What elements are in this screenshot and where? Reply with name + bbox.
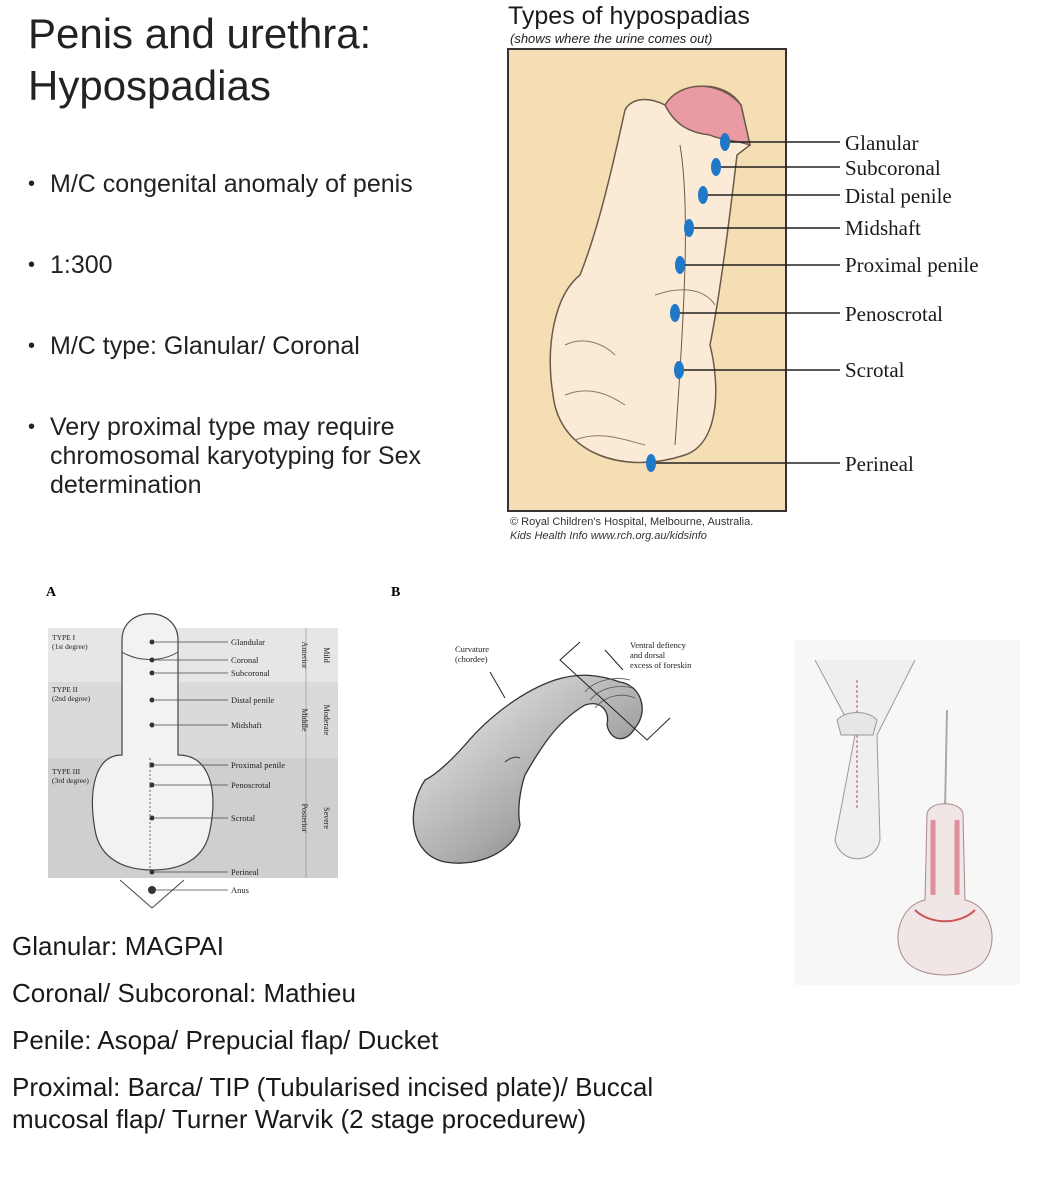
- bullet-item: • Very proximal type may require chromosomal karyotyping for Sex determination: [28, 413, 468, 500]
- label-perineal: Perineal: [845, 452, 914, 476]
- severity-mild: Mild: [322, 647, 331, 663]
- marker-distal-penile: [698, 186, 708, 204]
- label-distal-penile: Distal penile: [845, 184, 952, 208]
- type-2-label: TYPE II: [52, 685, 78, 694]
- ventral-label-1: Ventral defiency: [630, 640, 686, 650]
- title-line-1: Penis and urethra:: [28, 10, 372, 57]
- label-subcoronal: Subcoronal: [231, 668, 270, 678]
- type-1-degree: (1st degree): [52, 642, 88, 651]
- ventral-label-3: excess of foreskin: [630, 660, 692, 670]
- bullet-item: • 1:300: [28, 251, 468, 280]
- marker-glanular: [720, 133, 730, 151]
- figure-a-letter: A: [46, 585, 57, 600]
- note-proximal: Proximal: Barca/ TIP (Tubularised incised plate)/ Buccal mucosal flap/ Turner Warvik (2 stage procedurew): [12, 1072, 654, 1134]
- label-scrotal: Scrotal: [845, 358, 905, 382]
- label-penoscrotal: Penoscrotal: [845, 302, 943, 326]
- bullet-item: • M/C type: Glanular/ Coronal: [28, 332, 468, 361]
- label-proximal-penile: Proximal penile: [845, 253, 979, 277]
- label-glanular: Glanular: [845, 131, 919, 155]
- marker-proximal-penile: [675, 256, 685, 274]
- label-coronal: Coronal: [231, 655, 259, 665]
- curvature-label-2: (chordee): [455, 654, 488, 664]
- curvature-label-1: Curvature: [455, 644, 489, 654]
- type-3-degree: (3rd degree): [52, 776, 89, 785]
- bullet-item: • M/C congenital anomaly of penis: [28, 170, 468, 199]
- label-scrotal: Scrotal: [231, 813, 256, 823]
- severity-moderate: Moderate: [322, 704, 331, 736]
- label-distal-penile: Distal penile: [231, 695, 275, 705]
- marker-subcoronal: [711, 158, 721, 176]
- types-diagram: [505, 45, 1025, 515]
- location-anterior: Anterior: [300, 641, 309, 669]
- figure-b-chordee: [385, 580, 735, 880]
- figure-credit-line-1: © Royal Children’s Hospital, Melbourne, Australia.: [510, 516, 754, 528]
- figure-a-classification: [40, 580, 350, 910]
- figure-b-letter: B: [391, 585, 401, 600]
- label-midshaft: Midshaft: [845, 216, 921, 240]
- marker-midshaft: [684, 219, 694, 237]
- type-1-label: TYPE I: [52, 633, 76, 642]
- figure-credit-line-2: Kids Health Info www.rch.org.au/kidsinfo: [510, 530, 707, 542]
- location-posterior: Posterior: [300, 803, 309, 833]
- moderate-band: [48, 682, 338, 758]
- anus-dot: [148, 886, 156, 894]
- types-figure-subtitle: (shows where the urine comes out): [510, 31, 713, 46]
- procedure-notes: [12, 930, 742, 1135]
- type-3-label: TYPE III: [52, 767, 81, 776]
- location-middle: Middle: [300, 708, 309, 732]
- label-penoscrotal: Penoscrotal: [231, 780, 271, 790]
- label-subcoronal: Subcoronal: [845, 156, 941, 180]
- ventral-label-2: and dorsal: [630, 650, 666, 660]
- curvature-leader: [490, 672, 505, 698]
- mild-band: [48, 628, 338, 682]
- label-anus: Anus: [231, 885, 249, 895]
- severity-severe: Severe: [322, 807, 331, 829]
- label-glandular: Glandular: [231, 637, 265, 647]
- slide-title: [28, 8, 371, 112]
- title-line-2: Hypospadias: [28, 62, 271, 109]
- label-proximal-penile: Proximal penile: [231, 760, 286, 770]
- surgical-illustration: [795, 640, 1020, 985]
- label-midshaft: Midshaft: [231, 720, 262, 730]
- note-penile: Penile: Asopa/ Prepucial flap/ Ducket: [12, 1025, 439, 1055]
- note-coronal: Coronal/ Subcoronal: Mathieu: [12, 978, 356, 1008]
- marker-scrotal: [674, 361, 684, 379]
- marker-penoscrotal: [670, 304, 680, 322]
- bullet-list: [28, 170, 468, 500]
- glans-drawing: [837, 713, 877, 736]
- ventral-leader: [605, 650, 623, 670]
- label-perineal: Perineal: [231, 867, 259, 877]
- types-figure-title: Types of hypospadias: [508, 2, 750, 30]
- note-glanular: Glanular: MAGPAI: [12, 931, 224, 961]
- marker-perineal: [646, 454, 656, 472]
- type-2-degree: (2nd degree): [52, 694, 91, 703]
